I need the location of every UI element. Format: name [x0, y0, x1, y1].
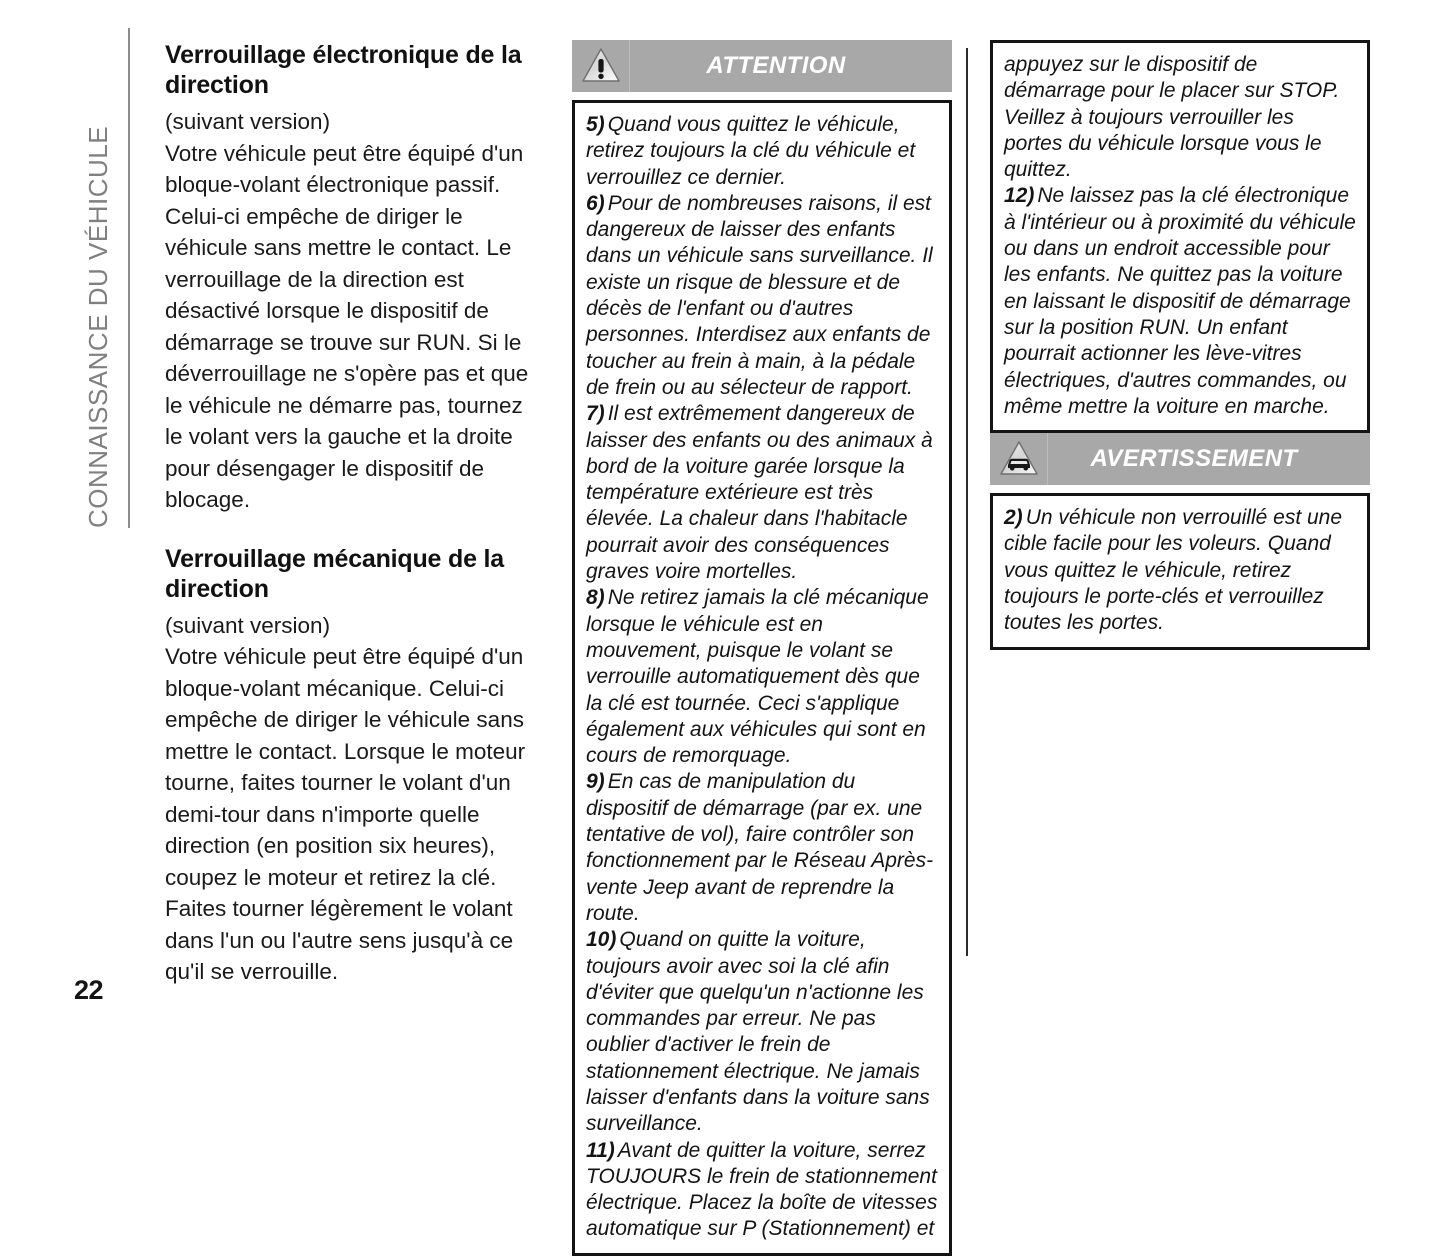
callout-item-number: 10): [586, 928, 617, 952]
avertissement-callout-header: [990, 433, 1370, 485]
callout-item: [586, 191, 938, 401]
callout-item-number: 2): [1004, 506, 1023, 530]
callout-item-text: Pour de nombreuses raisons, il est dangereux de laisser des enfants dans un véhicule sans surveillance. Il existe un risque de blessure et de décès de l'enfant ou d'autres personnes. Interdisez aux enfants de toucher au frein à main, à la pédale de frein ou au sélecteur de rapport.: [586, 191, 933, 399]
running-head-rule: [128, 28, 130, 528]
callout-item: [586, 401, 938, 585]
paragraph-mechanical-lock: Votre véhicule peut être équipé d'un bloque-volant mécanique. Celui-ci empêche de diriger le véhicule sans mettre le contact. Lorsque le moteur tourne, faites tourner le volant d'un demi-tour dans n'importe quelle direction (en position six heures), coupez le moteur et retirez la clé. Faites tourner légèrement le volant dans l'un ou l'autre sens jusqu'à ce qu'il se verrouille.: [165, 644, 526, 984]
callout-item: [586, 585, 938, 769]
callout-item-number: 12): [1004, 184, 1035, 208]
attention-callout: [572, 40, 952, 1256]
attention-continuation-box: [990, 40, 1370, 433]
page-number: 22: [74, 975, 104, 1005]
avertissement-callout: [990, 433, 1370, 649]
section-heading-mechanical-lock: Verrouillage mécanique de la direction: [165, 544, 504, 603]
callout-item-number: 9): [586, 770, 605, 794]
callout-item-number: 6): [586, 191, 605, 215]
section-heading-electronic-lock: Verrouillage électronique de la direction: [165, 41, 522, 99]
paragraph-electronic-lock: Votre véhicule peut être équipé d'un bloque-volant électronique passif. Celui-ci empêche de diriger le véhicule sans mettre le contact. Le verrouillage de la direction est désactivé lorsque le dispositif de démarrage se trouve sur RUN. Si le déverrouillage ne s'opère pas et que le véhicule ne démarre pas, tournez le volant vers la gauche et la droite pour désengager le dispositif de blocage.: [165, 140, 529, 512]
callout-item-text: Quand vous quittez le véhicule, retirez toujours la clé du véhicule et verrouillez ce dernier.: [586, 113, 916, 189]
avertissement-callout-body: [990, 493, 1370, 649]
callout-item-text: Il est extrêmement dangereux de laisser des enfants ou des animaux à bord de la voiture garée lorsque la température extérieure est très élevée. La chaleur dans l'habitacle pourrait avoir des conséquences graves voire mortelles.: [586, 402, 933, 584]
callout-item-number: 5): [586, 113, 605, 136]
callout-item: [586, 769, 938, 927]
left-text-column: [165, 40, 540, 988]
callout-item-text: Avant de quitter la voiture, serrez TOUJOURS le frein de stationnement électrique. Placez la boîte de vitesses automatique sur P (Stationnement) et: [586, 1138, 938, 1241]
column-divider: [966, 48, 968, 956]
running-head-label: CONNAISSANCE DU VÉHICULE: [83, 125, 113, 528]
callout-item: [586, 927, 938, 1137]
attention-callout-title: ATTENTION: [706, 52, 846, 79]
callout-item-text: Ne laissez pas la clé électronique à l'intérieur ou à proximité du véhicule ou dans un endroit accessible pour les enfants. Ne quittez pas la voiture en laissant le dispositif de démarrage sur la position RUN. Un enfant pourrait actionner les lève-vitres électriques, d'autres commandes, ou même mettre la voiture en marche.: [1004, 184, 1356, 418]
warning-triangle-exclamation-icon: [572, 40, 630, 92]
subtitle-version-2: (suivant version): [165, 612, 331, 638]
callout-item-text: Ne retirez jamais la clé mécanique lorsque le véhicule est en mouvement, puisque le volant se verrouille automatiquement dès que la clé est tournée. Ceci s'applique également aux véhicules qui sont en cours de remorquage.: [586, 586, 929, 768]
warning-triangle-car-icon: [990, 433, 1048, 485]
avertissement-callout-title: AVERTISSEMENT: [1090, 445, 1298, 473]
callout-item: [1004, 52, 1356, 183]
callout-item: [586, 112, 938, 191]
attention-callout-body: [572, 100, 952, 1256]
attention-callout-header: [572, 40, 952, 92]
callout-item-text: Quand on quitte la voiture, toujours avoir avec soi la clé afin d'éviter que quelqu'un n'actionne les commandes par erreur. Ne pas oublier d'activer le frein de stationnement électrique. Ne jamais laisser d'enfants dans la voiture sans surveillance.: [586, 928, 930, 1136]
callout-item: [586, 1138, 938, 1243]
callout-item-text: Un véhicule non verrouillé est une cible facile pour les voleurs. Quand vous quittez le véhicule, retirez toujours le porte-clés et verrouillez toutes les portes.: [1004, 506, 1343, 635]
right-callout-column: [990, 40, 1370, 650]
callout-item: [1004, 505, 1356, 636]
callout-item-number: 7): [586, 402, 605, 426]
attention-callout-column: [572, 40, 952, 1256]
callout-item-number: 8): [586, 586, 605, 610]
callout-item-number: 11): [586, 1138, 615, 1162]
callout-item: [1004, 183, 1356, 420]
callout-item-text: En cas de manipulation du dispositif de démarrage (par ex. une tentative de vol), faire contrôler son fonctionnement par le Réseau Après-vente Jeep avant de reprendre la route.: [586, 770, 934, 925]
sidebar-running-head: [78, 28, 130, 528]
callout-item-text: appuyez sur le dispositif de démarrage pour le placer sur STOP. Veillez à toujours verrouiller les portes du véhicule lorsque vous le quittez.: [1004, 53, 1340, 182]
subtitle-version-1: (suivant version): [165, 109, 331, 134]
